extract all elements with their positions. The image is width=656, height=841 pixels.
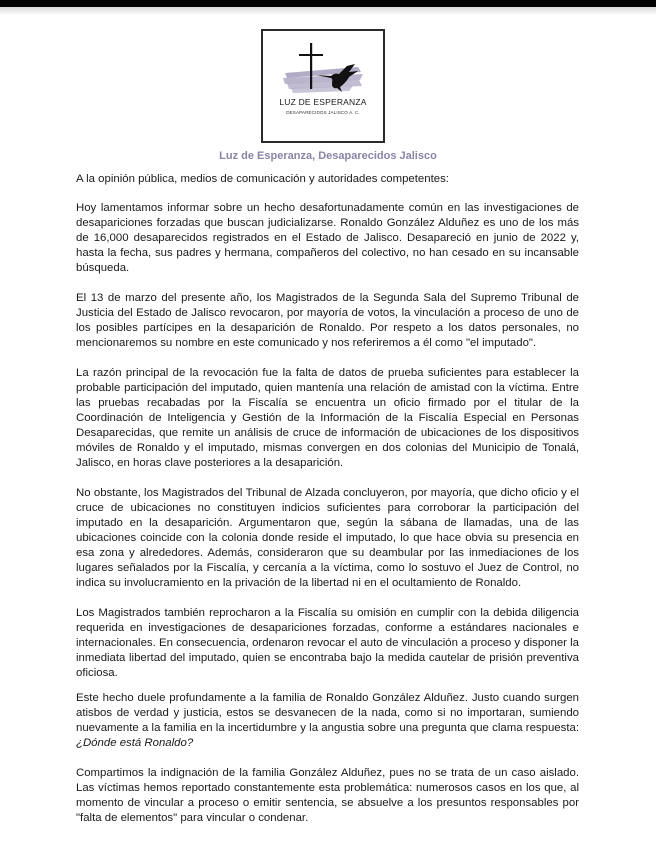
top-black-bar (0, 0, 656, 7)
paragraph-intro: Hoy lamentamos informar sobre un hecho desafortunadamente común en las investigaciones de desapariciones forzadas que buscan judicializarse. Ronaldo González Alduñez es uno de los más de 16,000 desaparecidos registrados en el Estado de Jalisco. Desapareció en junio de 2022 y, hasta la fecha, sus padres y hermana, compañeros del colectivo, no han cesado en su incansable búsqueda. (76, 202, 579, 274)
logo-subtitle: DESAPARECIDOS JALISCO A. C. (286, 110, 360, 115)
letter-body (76, 172, 579, 841)
paragraph-family (76, 691, 579, 751)
paragraph-magistrates: No obstante, los Magistrados del Tribunal de Alzada concluyeron, por mayoría, que dicho oficio y el cruce de ubicaciones no constituyen indicios suficientes para corroborar la participación del imputado en la desaparición. Argumentaron que, según la sábana de llamadas, una de las ubicaciones coincide con la colonia donde reside el imputado, lo que hace obvia su presencia en esa zona y alrededores. Además, consideraron que su deambular por las inmediaciones de los lugares señalados por la Fiscalía, y cercanía a la víctima, como lo sostuvo el Juez de Control, no indica su involucramiento en la privación de la libertad ni en el ocultamiento de Ronaldo. (76, 487, 579, 589)
brush-stroke-background (283, 67, 363, 93)
paragraph-reproach: Los Magistrados también reprocharon a la Fiscalía su omisión en cumplir con la debida diligencia requerida en investigaciones de desapariciones forzadas, conforme a estándares nacionales e internacionales. En consecuencia, ordenaron revocar el auto de vinculación a proceso y disponer la inmediata libertad del imputado, quien se encontraba bajo la medida cautelar de prisión preventiva oficiosa. (76, 607, 579, 679)
top-shadow (0, 7, 656, 15)
organization-name: Luz de Esperanza, Desaparecidos Jalisco (219, 150, 437, 162)
question-where-is-ronaldo: ¿Dónde está Ronaldo? (76, 737, 194, 749)
organization-logo (261, 29, 385, 143)
cross-hummingbird-icon (263, 31, 383, 141)
paragraph-family-text: Este hecho duele profundamente a la familia de Ronaldo González Alduñez. Justo cuando surgen atisbos de verdad y justicia, estos se desvanecen de la nada, como si no importaran, sumiendo nuevamente a la familia en la incertidumbre y la angustia sobre una pregunta que clama respuesta: (76, 692, 579, 734)
paragraph-revocation: El 13 de marzo del presente año, los Magistrados de la Segunda Sala del Supremo Tribunal de Justicia del Estado de Jalisco revocaron, por mayoría de votos, la vinculación a proceso de uno de los posibles partícipes en la desaparición de Ronaldo. Por respeto a los datos personales, no mencionaremos su nombre en este comunicado y nos referiremos a él como "el imputado". (76, 292, 579, 349)
paragraph-reason: La razón principal de la revocación fue la falta de datos de prueba suficientes para establecer la probable participación del imputado, quien mantenía una relación de amistad con la víctima. Entre las pruebas recabadas por la Fiscalía se encuentra un oficio firmado por el titular de la Coordinación de Inteligencia y Gestión de la Información de la Fiscalía Especial en Personas Desaparecidas, que remite un análisis de cruce de información de ubicaciones de los dispositivos móviles de Ronaldo y el imputado, mismas convergen en dos colonias del Municipio de Tonalá, Jalisco, en horas clave posteriores a la desaparición. (76, 367, 579, 469)
greeting: A la opinión pública, medios de comunicación y autoridades competentes: (76, 173, 449, 185)
paragraph-closing: Compartimos la indignación de la familia González Alduñez, pues no se trata de un caso aislado. Las víctimas hemos reportado constantemente esta problemática: numerosos casos en los que, al momento de vincular a proceso o emitir sentencia, se absuelve a los presuntos responsables por "falta de elementos" para vincular o condenar. (76, 767, 579, 824)
logo-title: LUZ DE ESPERANZA (279, 97, 367, 107)
